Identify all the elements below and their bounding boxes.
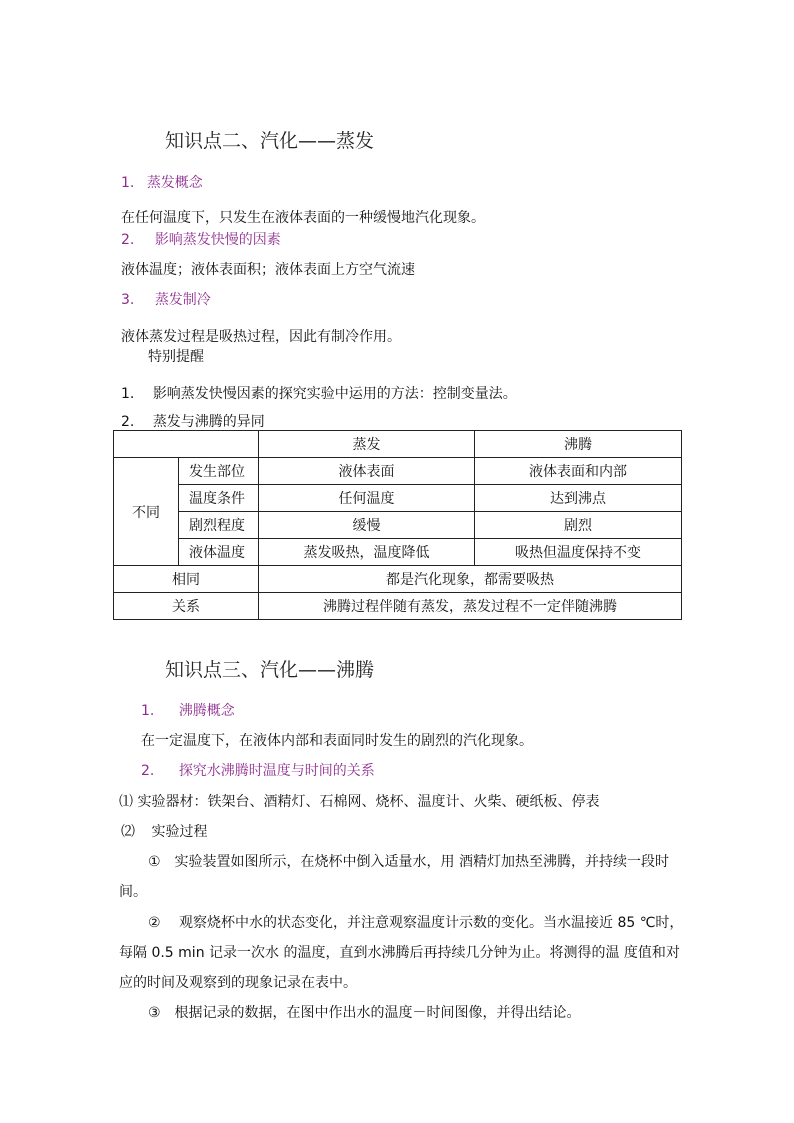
- evap-cell: 蒸发吸热，温度降低: [259, 539, 475, 566]
- evap-cell: 缓慢: [259, 512, 475, 539]
- tips-title: 特别提醒: [148, 349, 204, 365]
- same-label: 相同: [114, 566, 259, 593]
- boil-cell: 剧烈: [475, 512, 682, 539]
- item-heading-text: 探究水沸腾时温度与时间的关系: [178, 763, 375, 779]
- item-number: 1.: [121, 175, 135, 191]
- row-label: 剧烈程度: [179, 512, 259, 539]
- table-row: [114, 539, 682, 566]
- table-row-relation: [114, 593, 682, 620]
- step3-line: ③ 根据记录的数据，在图中作出水的温度－时间图像，并得出结论。: [148, 1005, 581, 1021]
- item-number: 2.: [121, 232, 135, 248]
- table-row: [114, 458, 682, 485]
- same-text: 都是汽化现象，都需要吸热: [259, 566, 682, 593]
- section2-item2-body: 液体温度；液体表面积；液体表面上方空气流速: [121, 262, 415, 278]
- step2-line1: ② 观察烧杯中水的状态变化，并注意观察温度计示数的变化。当水温接近 85 ℃时，: [148, 915, 684, 931]
- row-label: 液体温度: [179, 539, 259, 566]
- section2-title: 知识点二、汽化——蒸发: [165, 130, 375, 152]
- table-row-same: [114, 566, 682, 593]
- table-header-cell: 沸腾: [475, 431, 682, 458]
- tip-text: 蒸发与沸腾的异同: [152, 414, 265, 430]
- tip-text: 影响蒸发快慢因素的探究实验中运用的方法：控制变量法。: [152, 386, 517, 402]
- relation-label: 关系: [114, 593, 259, 620]
- table-header-cell: 蒸发: [259, 431, 475, 458]
- section2-item3-heading: [121, 289, 211, 309]
- diff-group-label: 不同: [114, 458, 179, 566]
- tip-number: 1.: [121, 386, 135, 402]
- table-header-row: [114, 431, 682, 458]
- section3-item2-heading: [141, 760, 375, 780]
- item-number: 3.: [121, 292, 135, 308]
- item-number: 1.: [141, 703, 155, 719]
- evap-cell: 液体表面: [259, 458, 475, 485]
- tip-number: 2.: [121, 414, 135, 430]
- tip-2: [121, 411, 265, 431]
- section3-item1-body: 在一定温度下，在液体内部和表面同时发生的剧烈的汽化现象。: [141, 733, 533, 749]
- relation-text: 沸腾过程伴随有蒸发，蒸发过程不一定伴随沸腾: [259, 593, 682, 620]
- evaporation-boiling-table: [113, 430, 682, 620]
- item-heading-text: 蒸发概念: [146, 175, 203, 191]
- step1-line1: ① 实验装置如图所示，在烧杯中倒入适量水，用 酒精灯加热至沸腾，并持续一段时: [148, 854, 669, 870]
- process-number: ⑵: [121, 824, 135, 840]
- table-header-cell: [114, 431, 259, 458]
- item-heading-text: 影响蒸发快慢的因素: [154, 232, 281, 248]
- evap-cell: 任何温度: [259, 485, 475, 512]
- tip-1: [121, 383, 517, 403]
- row-label: 发生部位: [179, 458, 259, 485]
- table-row: [114, 485, 682, 512]
- item-number: 2.: [141, 763, 155, 779]
- step2-line3: 应的时间及观察到的现象记录在表中。: [119, 975, 357, 991]
- boil-cell: 液体表面和内部: [475, 458, 682, 485]
- table-row: [114, 512, 682, 539]
- step1-line2: 间。: [119, 884, 147, 900]
- boil-cell: 达到沸点: [475, 485, 682, 512]
- equipment-line: ⑴ 实验器材：铁架台、酒精灯、石棉网、烧杯、温度计、火柴、硬纸板、停表: [119, 794, 600, 810]
- item-heading-text: 蒸发制冷: [154, 292, 211, 308]
- step2-line2: 每隔 0.5 min 记录一次水 的温度，直到水沸腾后再持续几分钟为止。将测得的温 度值和对: [119, 945, 680, 961]
- section3-item1-heading: [141, 700, 235, 720]
- boil-cell: 吸热但温度保持不变: [475, 539, 682, 566]
- section2-item1-heading: [121, 172, 203, 192]
- section2-item1-body: 在任何温度下，只发生在液体表面的一种缓慢地汽化现象。: [121, 210, 485, 226]
- section2-item3-body: 液体蒸发过程是吸热过程，因此有制冷作用。: [121, 329, 401, 345]
- item-heading-text: 沸腾概念: [178, 703, 235, 719]
- process-label: 实验过程: [151, 824, 208, 840]
- section3-title: 知识点三、汽化——沸腾: [165, 659, 375, 681]
- section2-item2-heading: [121, 229, 281, 249]
- process-heading: [121, 821, 207, 841]
- row-label: 温度条件: [179, 485, 259, 512]
